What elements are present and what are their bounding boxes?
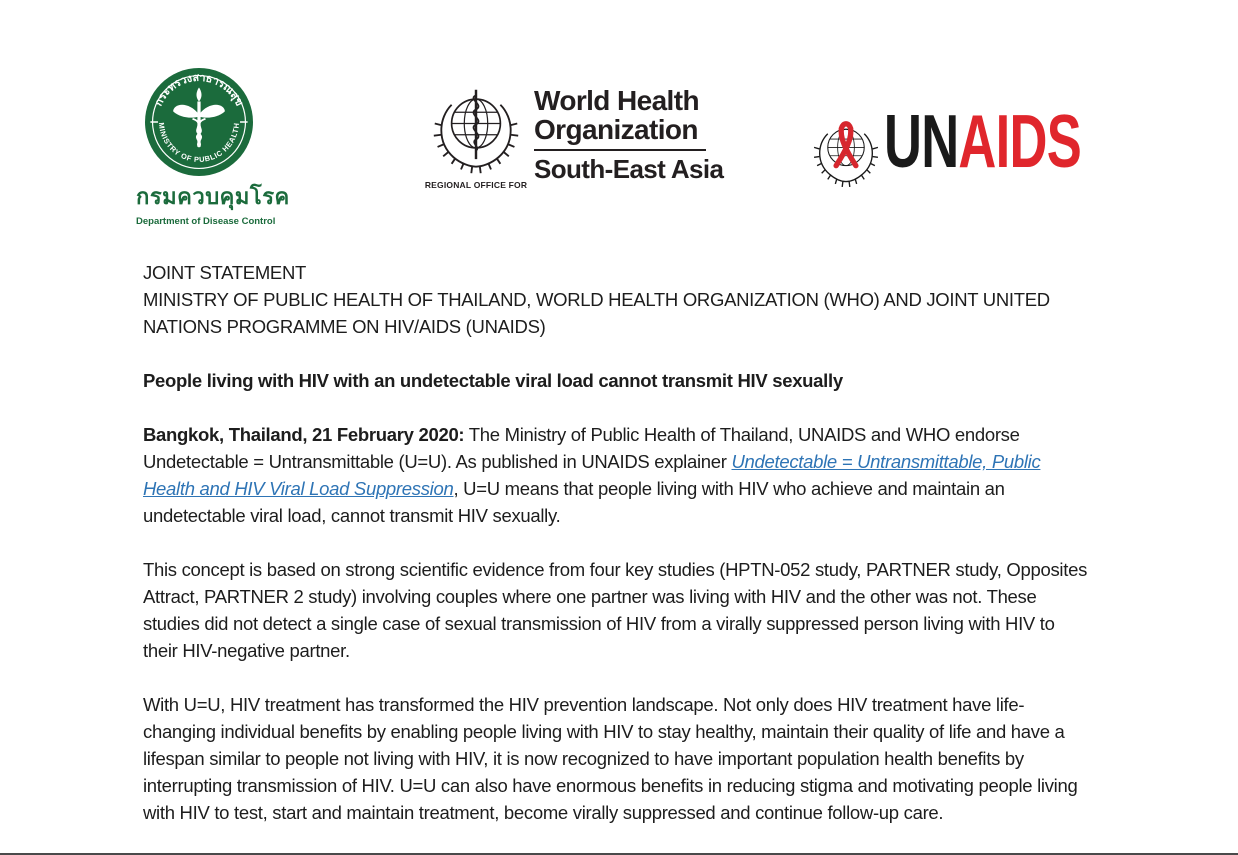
red-ribbon-icon — [836, 124, 856, 166]
who-emblem-icon — [428, 86, 524, 176]
dateline-text-after-link: , U=U means that people living with HIV who achieve and maintain an undetectable viral load, cannot transmit HIV sexually. — [143, 478, 1005, 526]
moph-department-english: Department of Disease Control — [136, 216, 276, 227]
paragraph-dateline — [143, 421, 1093, 529]
who-logo — [424, 85, 724, 190]
who-name-line1: World Health — [534, 85, 699, 116]
logo-band — [0, 0, 1238, 240]
unaids-wordmark — [884, 99, 1082, 183]
dateline-text-before-link: The Ministry of Public Health of Thailand, UNAIDS and WHO endorse Undetectable = Untransmittable (U=U). As published in UNAIDS explainer — [143, 424, 1020, 472]
unaids-wordmark-un: UN — [884, 99, 959, 183]
who-name-line2: Organization — [534, 114, 698, 145]
statement-title — [143, 259, 1093, 340]
statement-title-line1: JOINT STATEMENT — [143, 262, 307, 283]
moph-logo — [136, 68, 290, 227]
statement-body — [143, 259, 1093, 853]
moph-seal-top-text: กระทรวงสาธารณสุข — [152, 71, 246, 109]
unaids-logo — [808, 99, 1166, 196]
statement-title-line2: MINISTRY OF PUBLIC HEALTH OF THAILAND, WORLD HEALTH ORGANIZATION (WHO) AND JOINT UNITED NATIONS PROGRAMME ON HIV/AIDS (UNAIDS) — [143, 289, 1050, 337]
who-regional-office-label: REGIONAL OFFICE FOR — [424, 180, 528, 190]
moph-seal-icon — [145, 68, 253, 176]
unaids-wordmark-aids: AIDS — [958, 99, 1082, 183]
who-region-label: South-East Asia — [534, 149, 706, 185]
paragraph-evidence: This concept is based on strong scientific evidence from four key studies (HPTN-052 study, PARTNER study, Opposites Attract, PARTNER 2 study) involving couples where one partner was living with HIV and the other was not. These studies did not detect a single case of sexual transmission of HIV from a virally suppressed person living with HIV to their HIV-negative partner. — [143, 559, 1088, 661]
moph-seal-bottom-text: MINISTRY OF PUBLIC HEALTH — [156, 122, 242, 165]
statement-headline: People living with HIV with an undetectable viral load cannot transmit HIV sexually — [143, 370, 843, 391]
paragraph-benefits: With U=U, HIV treatment has transformed the HIV prevention landscape. Not only does HIV treatment have life-changing individual benefits by enabling people living with HIV to stay healthy, maintain their quality of life and have a lifespan similar to people not living with HIV, it is now recognized to have important population health benefits by interrupting transmission of HIV. U=U can also have enormous benefits in reducing stigma and motivating people living with HIV to test, start and maintain treatment, become virally suppressed and continue follow-up care. — [143, 694, 1078, 823]
un-emblem-icon — [808, 114, 884, 196]
moph-department-thai: กรมควบคุมโรค — [136, 184, 290, 209]
unaids-explainer-link[interactable]: Undetectable = Untransmittable, Public Health and HIV Viral Load Suppression — [143, 451, 1041, 499]
dateline-bold: Bangkok, Thailand, 21 February 2020: — [143, 424, 465, 445]
